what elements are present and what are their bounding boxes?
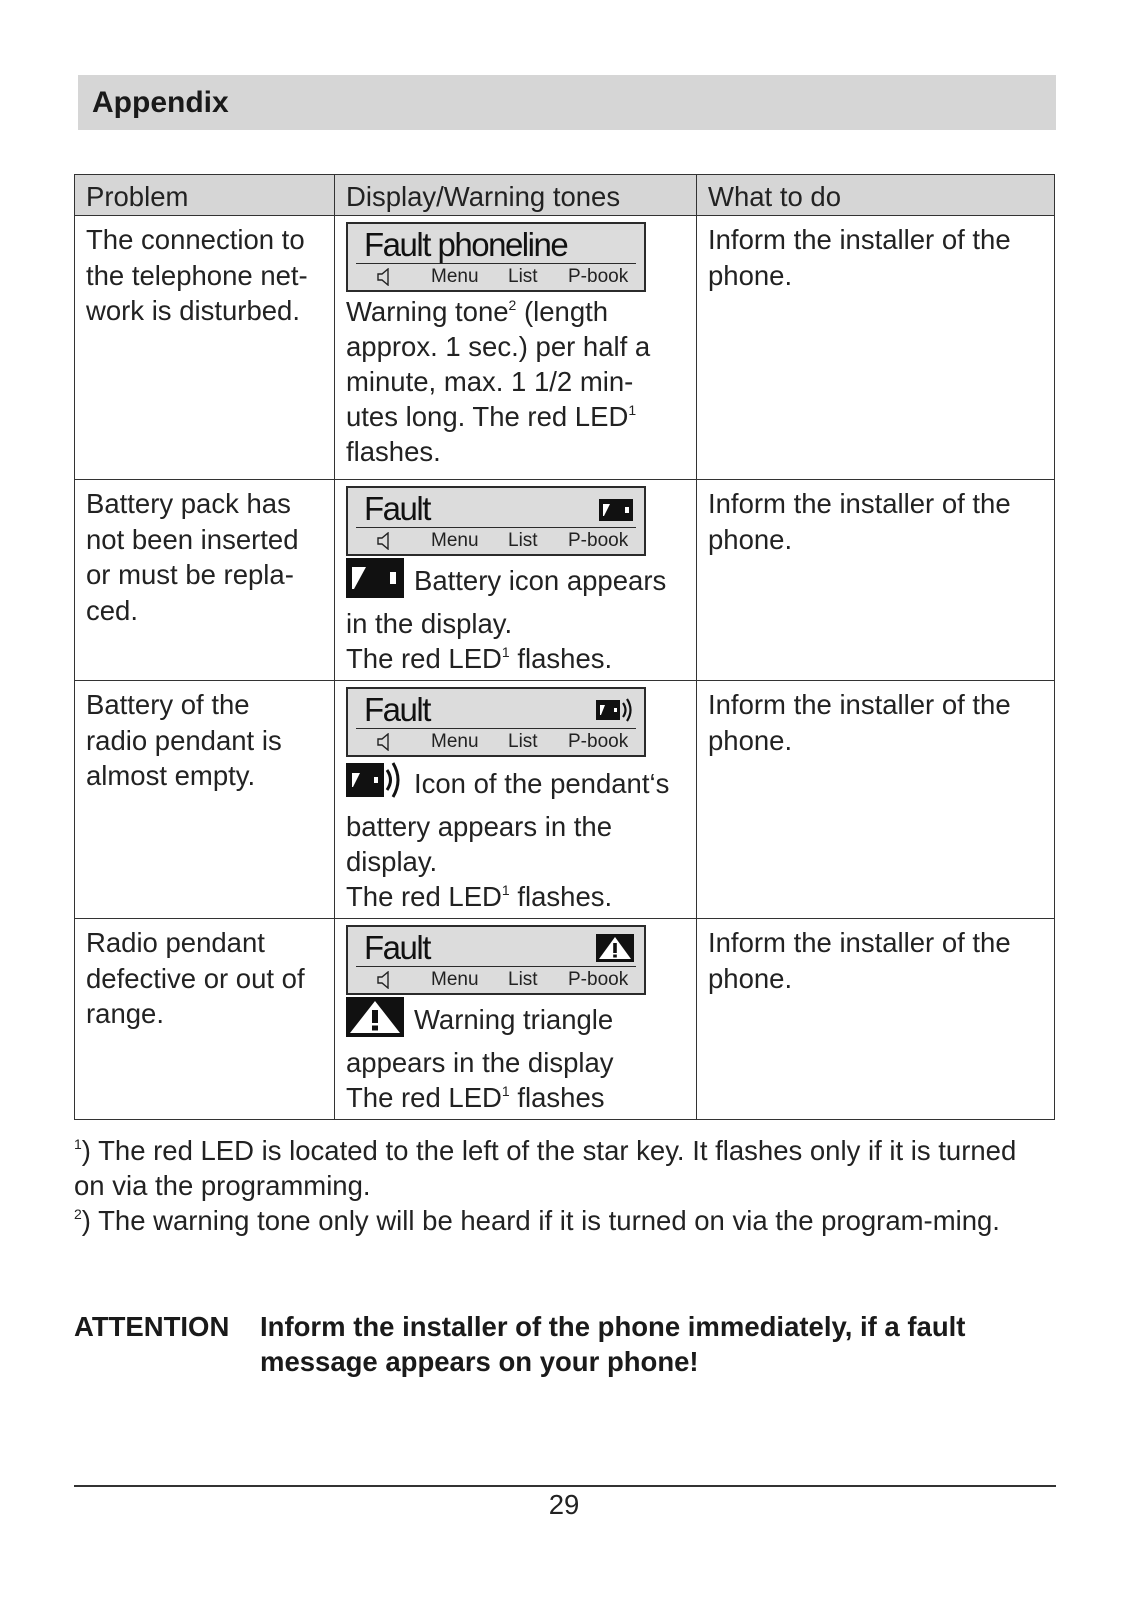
lcd-display <box>346 222 646 292</box>
footnote-ref: 1 <box>501 1083 510 1099</box>
action-cell <box>697 216 1055 480</box>
lcd-title: Fault <box>364 490 430 527</box>
attention-text: Inform the installer of the phone immediately, if a fault message appears on your phone! <box>260 1311 966 1377</box>
action-cell <box>697 919 1055 1120</box>
description-text: flashes <box>509 1082 605 1113</box>
warning-triangle-icon <box>346 997 404 1045</box>
softkey-list: List <box>508 969 538 990</box>
pendant-battery-icon <box>346 759 404 809</box>
footnote <box>74 1203 1054 1238</box>
speaker-icon <box>376 971 396 996</box>
lcd-display <box>346 687 646 757</box>
problem-text: Battery of the radio pendant is almost empty. <box>86 689 282 791</box>
softkey-list: List <box>508 266 538 287</box>
softkey-list: List <box>508 731 538 752</box>
battery-icon <box>598 495 634 531</box>
problem-text: Radio pendant defective or out of range. <box>86 927 305 1029</box>
softkey-menu: Menu <box>431 731 479 752</box>
action-cell <box>697 681 1055 919</box>
warning-description <box>346 558 685 676</box>
softkey-pbook: P-book <box>568 266 629 287</box>
lcd-softkey-bar <box>356 263 636 290</box>
lcd-title: Fault <box>364 691 430 728</box>
action-cell <box>697 480 1055 681</box>
lcd-softkey-bar <box>356 728 636 755</box>
description-text: flashes. <box>346 436 441 467</box>
problem-cell <box>75 480 335 681</box>
section-title: Appendix <box>92 85 229 119</box>
softkey-pbook: P-book <box>568 731 629 752</box>
footnote-mark: 2 <box>74 1206 82 1222</box>
warning-description <box>346 997 685 1115</box>
softkey-pbook: P-book <box>568 969 629 990</box>
display-cell <box>335 480 697 681</box>
footer-divider <box>74 1485 1056 1487</box>
footnotes <box>74 1133 1054 1238</box>
table-row <box>75 681 1055 919</box>
description-text: Battery icon appears in the display. <box>346 565 667 639</box>
lcd-softkey-bar <box>356 527 636 554</box>
action-text: Inform the installer of the phone. <box>708 689 1011 756</box>
description-text: flashes. <box>509 881 613 912</box>
problem-cell <box>75 681 335 919</box>
footnote-mark: 1 <box>74 1136 82 1152</box>
footnote-ref: 1 <box>501 882 510 898</box>
page-number: 29 <box>548 1489 580 1520</box>
softkey-pbook: P-book <box>568 530 629 551</box>
problem-cell <box>75 216 335 480</box>
attention-label: ATTENTION <box>74 1311 230 1342</box>
description-text: (length approx. 1 sec.) per half a minute, max. 1 1/2 min-utes long. The red LED <box>346 296 651 432</box>
lcd-title: Fault <box>364 929 430 966</box>
table-row <box>75 919 1055 1120</box>
troubleshooting-table <box>74 174 1055 1120</box>
problem-text: Battery pack has not been inserted or must be repla-ced. <box>86 488 299 626</box>
softkey-menu: Menu <box>431 266 479 287</box>
speaker-icon <box>376 268 396 293</box>
warning-description <box>346 294 685 469</box>
softkey-menu: Menu <box>431 530 479 551</box>
lcd-title: Fault phoneline <box>364 226 568 263</box>
speaker-icon <box>376 733 396 758</box>
footnote <box>74 1133 1054 1203</box>
section-header <box>78 75 1056 130</box>
warning-description <box>346 759 685 914</box>
description-text: The red LED <box>346 1082 502 1113</box>
pendant-battery-icon <box>596 696 634 732</box>
column-header-action: What to do <box>697 175 1055 216</box>
problem-cell <box>75 919 335 1120</box>
table-header-row <box>75 175 1055 216</box>
footnote-ref: 1 <box>628 402 637 418</box>
footnote-text: ) The warning tone only will be heard if it is turned on via the program-ming. <box>81 1205 1000 1236</box>
description-text: flashes. <box>509 643 613 674</box>
column-header-problem: Problem <box>75 175 335 216</box>
description-text: The red LED <box>346 881 502 912</box>
description-text: Warning triangle appears in the display <box>346 1004 614 1078</box>
footnote-text: ) The red LED is located to the left of the star key. It flashes only if it is turned on via the programming. <box>74 1135 1017 1201</box>
lcd-softkey-bar <box>356 966 636 993</box>
footnote-ref: 1 <box>501 644 510 660</box>
action-text: Inform the installer of the phone. <box>708 927 1011 994</box>
problem-text: The connection to the telephone net-work is disturbed. <box>86 224 308 326</box>
table-row <box>75 480 1055 681</box>
table-row <box>75 216 1055 480</box>
display-cell <box>335 681 697 919</box>
description-text: Warning tone <box>346 296 509 327</box>
speaker-icon <box>376 532 396 557</box>
footnote-ref: 2 <box>508 297 517 313</box>
column-header-display: Display/Warning tones <box>335 175 697 216</box>
battery-icon <box>346 558 404 606</box>
display-cell <box>335 216 697 480</box>
display-cell <box>335 919 697 1120</box>
description-text: The red LED <box>346 643 502 674</box>
softkey-list: List <box>508 530 538 551</box>
description-text: Icon of the pendant‘s battery appears in the display. <box>346 768 670 877</box>
action-text: Inform the installer of the phone. <box>708 224 1011 291</box>
lcd-display <box>346 486 646 556</box>
lcd-display <box>346 925 646 995</box>
action-text: Inform the installer of the phone. <box>708 488 1011 555</box>
softkey-menu: Menu <box>431 969 479 990</box>
